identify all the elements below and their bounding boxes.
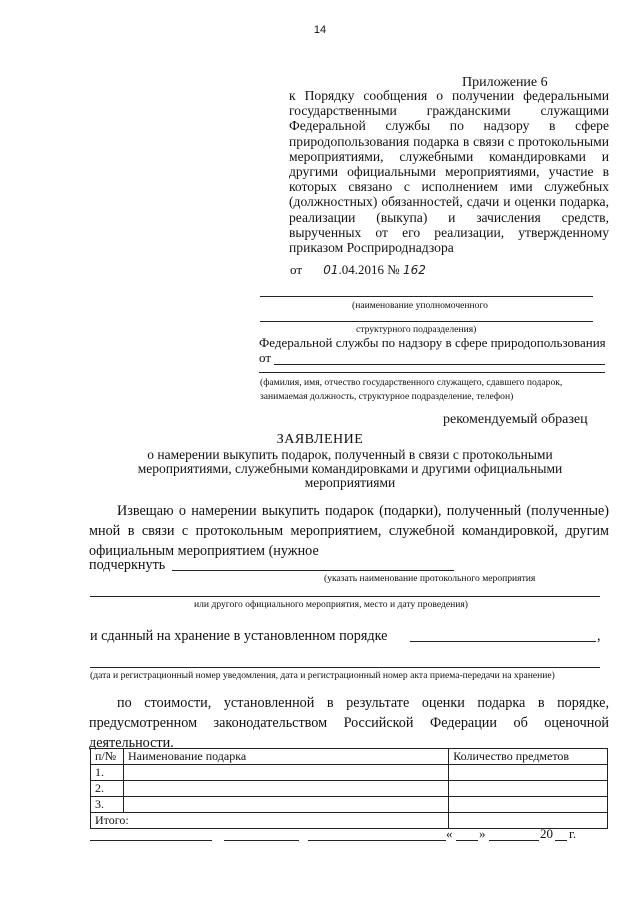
storage-line-2 <box>90 667 600 668</box>
order-date-rest: .04.2016 № <box>338 262 400 277</box>
date-day-line <box>456 840 478 841</box>
date-quote-close: » <box>479 826 486 841</box>
addressee-caption-3: (фамилия, имя, отчество государственного служащего, сдавшего подарок, <box>260 377 563 388</box>
event-line-2 <box>90 596 600 597</box>
addressee-caption-1: (наименование уполномоченного <box>352 300 488 311</box>
addressee-caption-2: структурного подразделения) <box>356 324 477 335</box>
statement-subtitle: о намерении выкупить подарок, полученный в связи с протокольными мероприятиями, служебными командировками и другими официальными мероприятиями <box>137 447 563 490</box>
underline-word: подчеркнуть <box>89 557 166 573</box>
value-paragraph: по стоимости, установленной в результате оценки подарка в порядке, предусмотренном законодательством Российской Федерации об оценочной деятельности. <box>89 695 609 751</box>
table-row <box>91 781 608 797</box>
table-row <box>91 797 608 813</box>
storage-comma: , <box>597 628 601 644</box>
appendix-text <box>289 88 609 255</box>
event-caption-2: или другого официального мероприятия, место и дату проведения) <box>194 599 468 610</box>
total-quantity-cell[interactable] <box>449 813 608 829</box>
appendix-body: к Порядку сообщения о получении федеральными государственными гражданскими служащими Федеральной службы по надзору в сфере природопользования подарка в связи с протокольными мероприятиями, служебными командировками и другими официальными мероприятиями, участие в которых связано с исполнением ими служебных (должностных) обязанностей, сдачи и оценки подарка, реализации (выкупа) и зачисления средств, вырученных от его реализации, утвержденному приказом Росприроднадзора <box>289 88 609 256</box>
addressee-line-2 <box>260 321 593 322</box>
signature-line-3 <box>308 840 446 841</box>
row-number: 1. <box>91 765 124 781</box>
storage-line <box>410 641 596 642</box>
event-line-1 <box>172 570 454 571</box>
intent-paragraph: Извещаю о намерении выкупить подарок (подарки), полученный (полученные) мной в связи с протокольным мероприятием, служебной командировкой, другим официальным мероприятием (нужное <box>89 503 609 559</box>
header-gift-name: Наименование подарка <box>123 749 448 765</box>
quantity-cell[interactable] <box>449 765 608 781</box>
signature-line-2 <box>224 840 299 841</box>
gift-name-cell[interactable] <box>123 797 448 813</box>
row-number: 2. <box>91 781 124 797</box>
storage-caption: (дата и регистрационный номер уведомления, дата и регистрационный номер акта приема-передачи на хранение) <box>90 670 555 681</box>
addressee-from-line <box>274 364 605 365</box>
signature-line-1 <box>90 840 212 841</box>
appendix-title: Приложение 6 <box>462 75 548 90</box>
addressee-line-3 <box>259 372 605 373</box>
date-month-line <box>489 840 539 841</box>
order-reference <box>290 262 426 278</box>
event-caption-1: (указать наименование протокольного мероприятия <box>324 573 536 584</box>
storage-text: и сданный на хранение в установленном порядке <box>90 628 388 644</box>
order-day-handwritten: 01 <box>323 263 339 277</box>
order-number-handwritten: 162 <box>402 263 426 277</box>
date-year-suffix: г. <box>569 826 577 841</box>
order-prefix: от <box>290 262 303 277</box>
date-year-prefix: 20 <box>540 826 553 841</box>
quantity-cell[interactable] <box>449 781 608 797</box>
gift-name-cell[interactable] <box>123 765 448 781</box>
addressee-line-1 <box>260 296 593 297</box>
statement-title: ЗАЯВЛЕНИЕ <box>276 432 364 447</box>
total-label: Итого: <box>91 813 449 829</box>
header-quantity: Количество предметов <box>449 749 608 765</box>
row-number: 3. <box>91 797 124 813</box>
table-header-row <box>91 749 608 765</box>
addressee-from-label: от <box>259 350 272 365</box>
date-quote-open: « <box>446 826 453 841</box>
table-total-row <box>91 813 608 829</box>
addressee-caption-4: занимаемая должность, структурное подразделение, телефон) <box>260 391 514 402</box>
gift-name-cell[interactable] <box>123 781 448 797</box>
addressee-service: Федеральной службы по надзору в сфере природопользования <box>259 335 606 350</box>
header-number: п/№ <box>91 749 124 765</box>
page-number: 14 <box>313 24 327 36</box>
recommended-sample: рекомендуемый образец <box>443 412 588 427</box>
quantity-cell[interactable] <box>449 797 608 813</box>
date-year-line <box>555 840 567 841</box>
table-row <box>91 765 608 781</box>
gifts-table <box>90 748 608 829</box>
